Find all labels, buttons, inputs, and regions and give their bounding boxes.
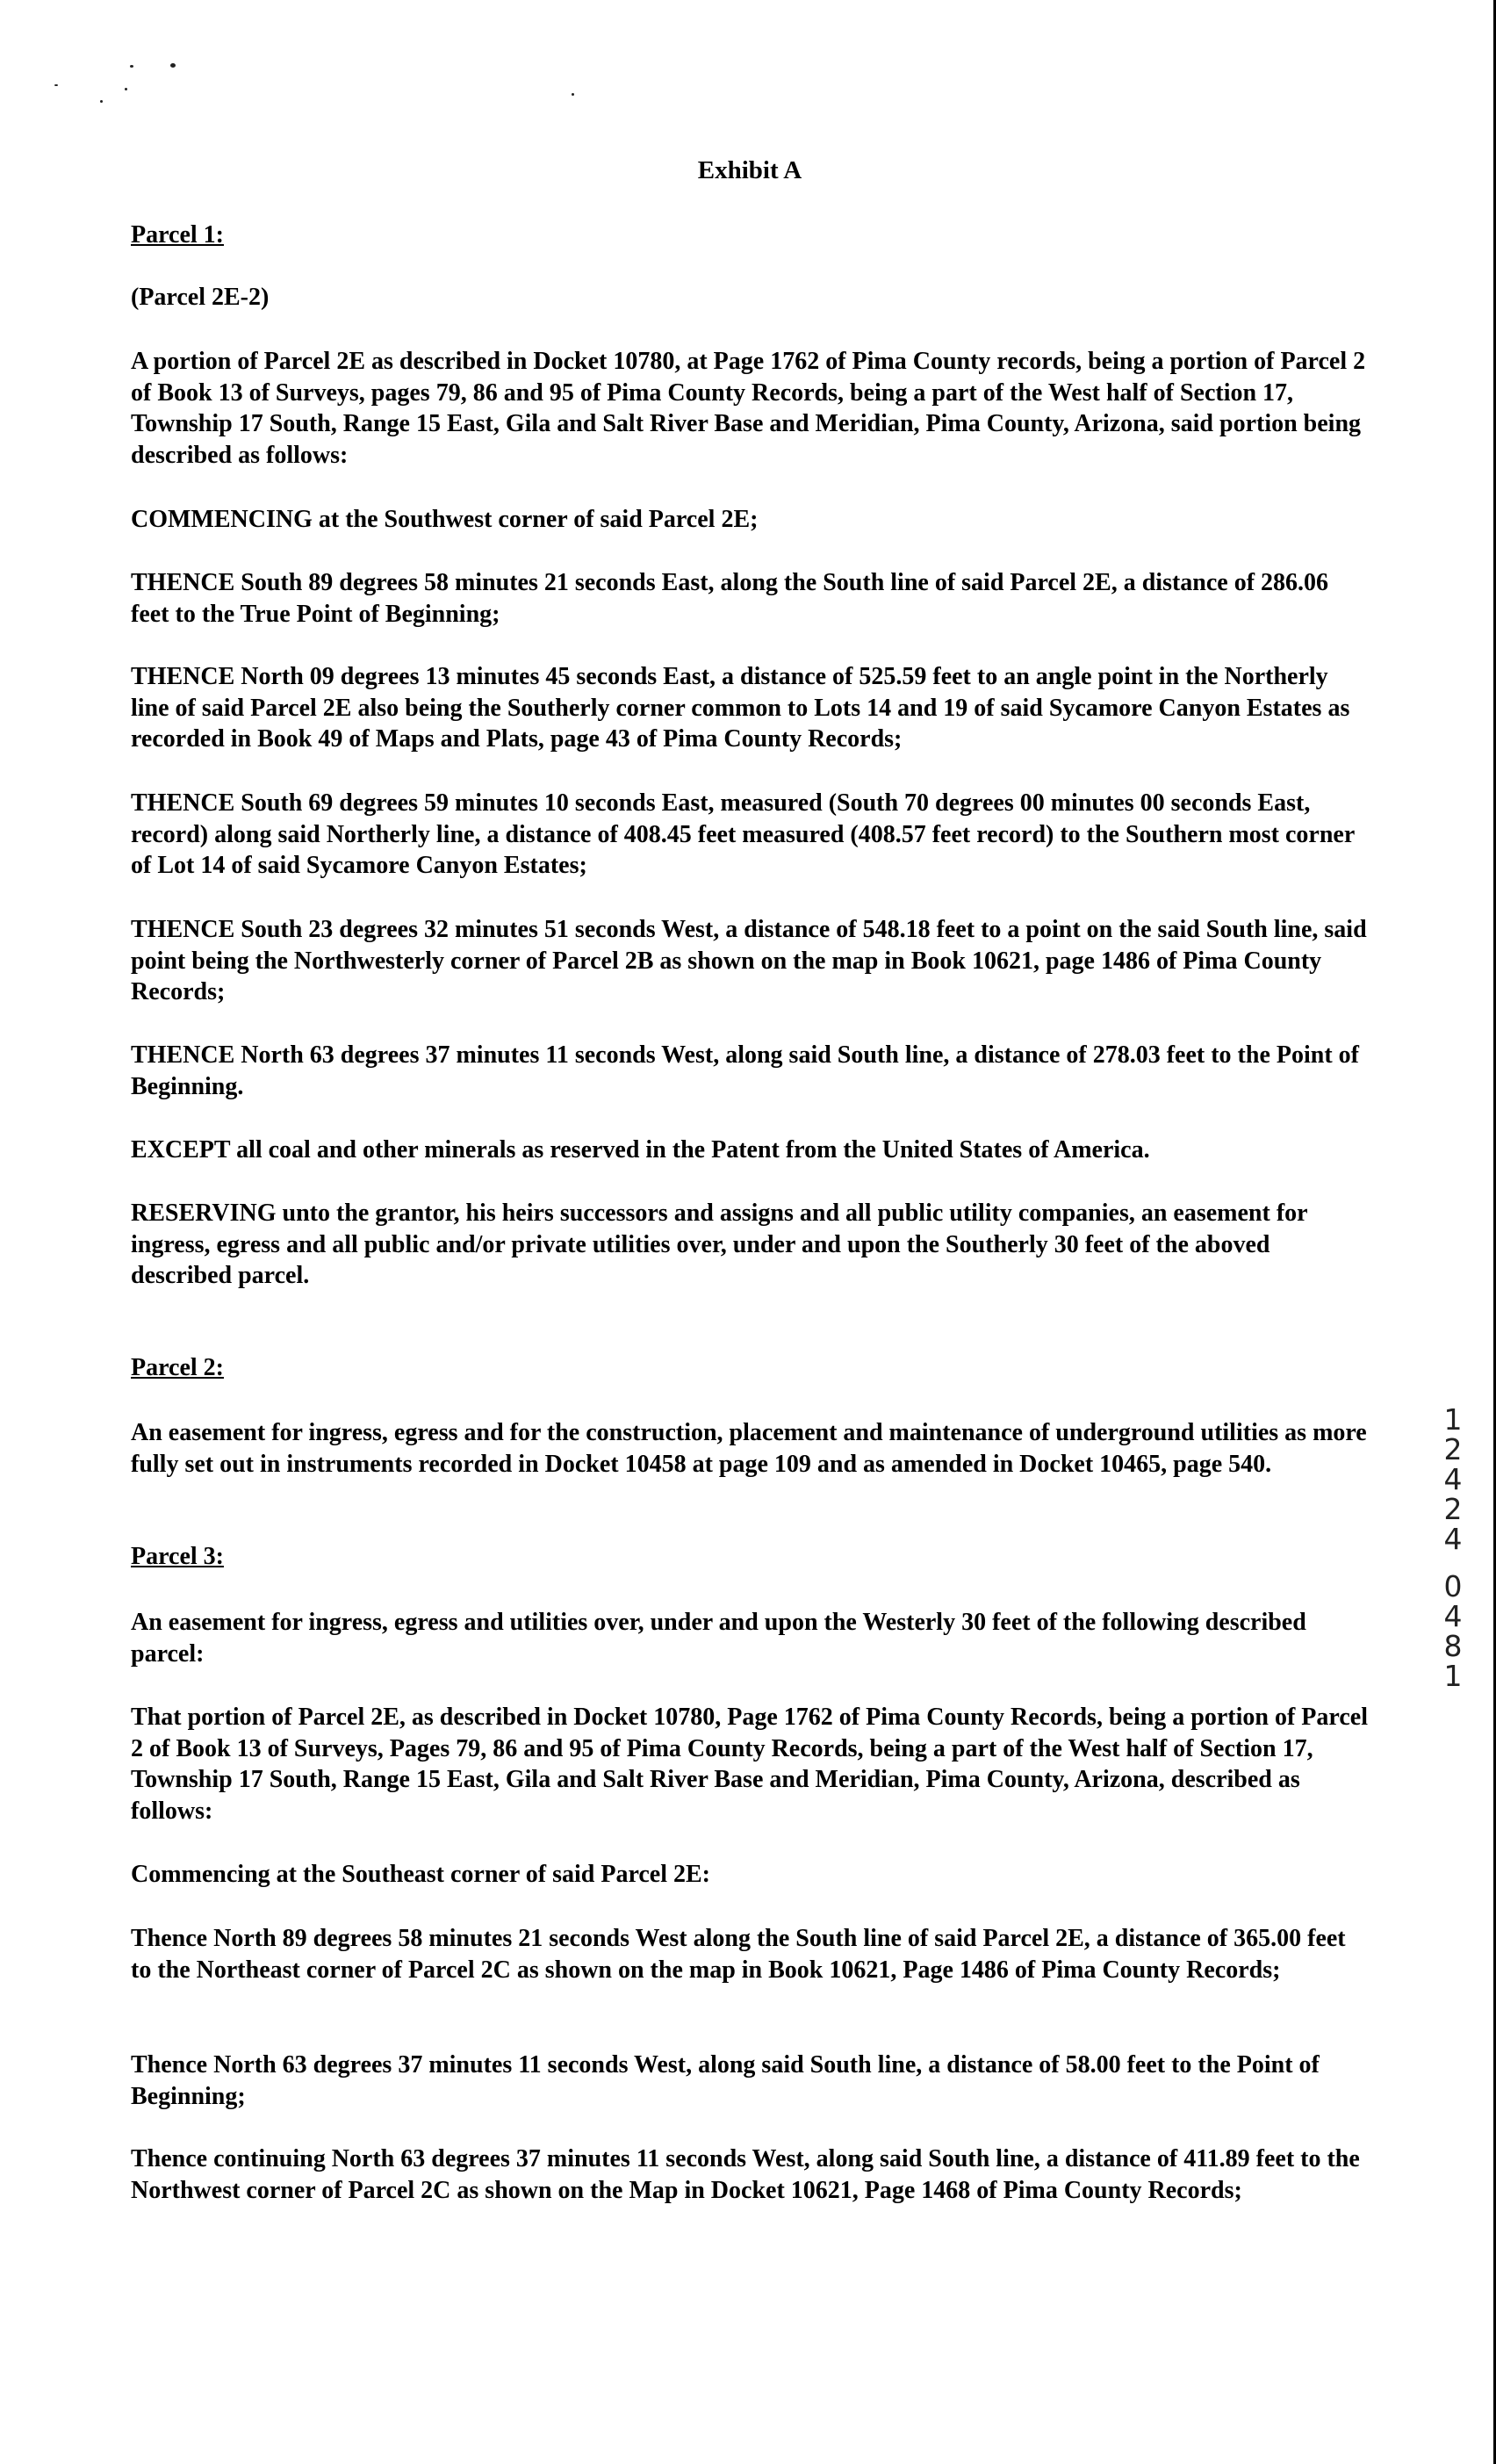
parcel-1-paragraph: COMMENCING at the Southwest corner of said Parcel 2E; xyxy=(131,506,759,533)
parcel-1-paragraph: THENCE South 69 degrees 59 minutes 10 seconds East, measured (South 70 degrees 00 minutes 00 seconds East, record) along said Northerly line, a distance of 408.45 feet measured (408.57 feet record) to the Southern most corner of Lot 14 of said Sycamore Canyon Estates; xyxy=(131,789,1355,879)
parcel-1-paragraph: THENCE South 23 degrees 32 minutes 51 seconds West, a distance of 548.18 feet to a point on the said South line, said point being the Northwesterly corner of Parcel 2B as shown on the map in Book 10621, page 1486 of Pima County Records; xyxy=(131,916,1367,1005)
parcel-2-paragraph: An easement for ingress, egress and for the construction, placement and maintenance of underground utilities as more fully set out in instruments recorded in Docket 10458 at page 109 and as amended in Docket 10465, page 540. xyxy=(131,1419,1367,1478)
parcel-3-paragraph: Thence continuing North 63 degrees 37 minutes 11 seconds West, along said South line, a distance of 411.89 feet to the Northwest corner of Parcel 2C as shown on the Map in Docket 10621, Page 1468 of Pima County Records; xyxy=(131,2145,1360,2204)
parcel-1-paragraph: THENCE North 09 degrees 13 minutes 45 seconds East, a distance of 525.59 feet to an angle point in the Northerly line of said Parcel 2E also being the Southerly corner common to Lots 14 and 19 of said Sycamore Canyon Estates as recorded in Book 49 of Maps and Plats, page 43 of Pima County Records; xyxy=(131,663,1350,753)
parcel-1-paragraph: EXCEPT all coal and other minerals as reserved in the Patent from the United States of America. xyxy=(131,1136,1150,1164)
stamp-digit: 1 xyxy=(1443,1402,1463,1437)
recording-stamp-docket xyxy=(1438,1402,1468,1556)
stamp-digit: 2 xyxy=(1443,1432,1463,1466)
stamp-digit: 4 xyxy=(1443,1462,1463,1496)
parcel-3-heading: Parcel 3: xyxy=(131,1543,224,1570)
recording-stamp-page xyxy=(1438,1569,1468,1693)
scan-speck xyxy=(54,84,58,86)
scan-speck xyxy=(130,65,133,68)
parcel-3-paragraph: Thence North 63 degrees 37 minutes 11 seconds West, along said South line, a distance of 58.00 feet to the Point of Beginning; xyxy=(131,2051,1320,2110)
stamp-digit: 0 xyxy=(1443,1569,1463,1603)
parcel-1-paragraph: THENCE South 89 degrees 58 minutes 21 seconds East, along the South line of said Parcel 2E, a distance of 286.06 feet to the True Point of Beginning; xyxy=(131,569,1329,628)
parcel-1-paragraph: A portion of Parcel 2E as described in Docket 10780, at Page 1762 of Pima County records, being a portion of Parcel 2 of Book 13 of Surveys, pages 79, 86 and 95 of Pima County Records, being a part of the West half of Section 17, Township 17 South, Range 15 East, Gila and Salt River Base and Meridian, Pima County, Arizona, said portion being described as follows: xyxy=(131,348,1366,469)
parcel-1-paragraph: THENCE North 63 degrees 37 minutes 11 seconds West, along said South line, a distance of 278.03 feet to the Point of Beginning. xyxy=(131,1041,1359,1100)
parcel-1-subheading: (Parcel 2E-2) xyxy=(131,284,270,311)
recording-stamp xyxy=(1438,1402,1468,1693)
stamp-digit: 2 xyxy=(1443,1492,1463,1526)
parcel-3-paragraph: An easement for ingress, egress and utilities over, under and upon the Westerly 30 feet of the following described parcel: xyxy=(131,1609,1306,1668)
parcel-1-paragraph: RESERVING unto the grantor, his heirs successors and assigns and all public utility companies, an easement for ingress, egress and all public and/or private utilities over, under and upon the Southerly 30 feet of the aboved described parcel. xyxy=(131,1200,1308,1289)
scan-speck xyxy=(125,88,127,90)
scan-speck xyxy=(572,93,574,96)
parcel-3-paragraph: That portion of Parcel 2E, as described in Docket 10780, Page 1762 of Pima County Records, being a portion of Parcel 2 of Book 13 of Surveys, Pages 79, 86 and 95 of Pima County Records, being a part of the West half of Section 17, Township 17 South, Range 15 East, Gila and Salt River Base and Meridian, Pima County, Arizona, described as follows: xyxy=(131,1704,1368,1825)
scan-speck xyxy=(100,100,103,103)
document-title: Exhibit A xyxy=(697,156,802,184)
stamp-digit: 1 xyxy=(1443,1659,1463,1693)
parcel-1-heading: Parcel 1: xyxy=(131,221,224,249)
parcel-3-paragraph: Commencing at the Southeast corner of said Parcel 2E: xyxy=(131,1861,710,1888)
stamp-digit: 4 xyxy=(1443,1599,1463,1633)
parcel-3-paragraph: Thence North 89 degrees 58 minutes 21 seconds West along the South line of said Parcel 2E, a distance of 365.00 feet to the Northeast corner of Parcel 2C as shown on the map in Book 10621, Page 1486 of Pima County Records; xyxy=(131,1925,1346,1984)
stamp-digit: 8 xyxy=(1443,1629,1463,1663)
stamp-digit: 4 xyxy=(1443,1522,1463,1556)
parcel-2-heading: Parcel 2: xyxy=(131,1354,224,1381)
scan-speck xyxy=(170,63,176,68)
